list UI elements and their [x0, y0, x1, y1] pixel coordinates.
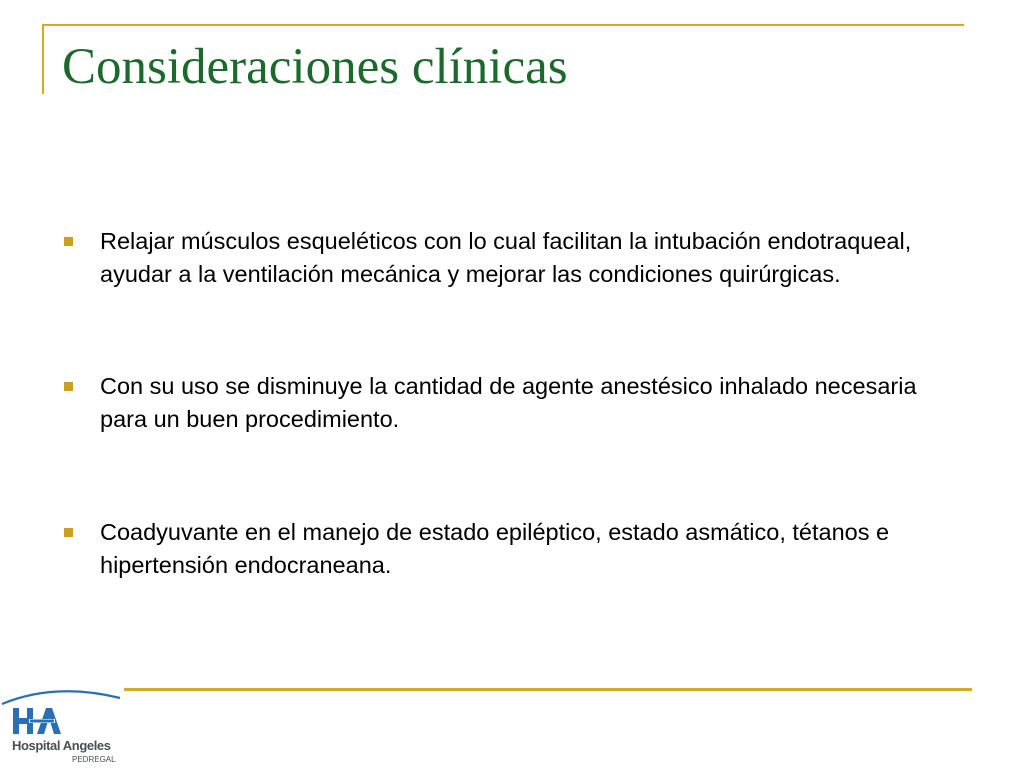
bullet-item	[62, 516, 962, 582]
slide-title: Consideraciones clínicas	[62, 39, 568, 95]
logo-arc-icon	[0, 684, 124, 706]
bullet-text: Con su uso se disminuye la cantidad de agente anestésico inhalado necesaria para un buen procedimiento.	[100, 373, 917, 432]
bullet-square-icon	[64, 237, 73, 246]
bullet-list	[62, 225, 962, 582]
bullet-item	[62, 370, 962, 516]
bullet-text: Coadyuvante en el manejo de estado epiléptico, estado asmático, tétanos e hipertensión endocraneana.	[100, 519, 890, 578]
logo-name: Hospital Angeles	[12, 738, 111, 753]
ha-monogram-icon	[13, 706, 61, 736]
title-frame-left-rule	[42, 24, 44, 94]
hospital-logo	[0, 684, 124, 768]
bullet-item	[62, 225, 962, 370]
bullet-square-icon	[64, 528, 73, 537]
title-frame-top-rule	[42, 24, 964, 26]
logo-subtitle: PEDREGAL	[72, 755, 116, 764]
bullet-square-icon	[64, 382, 73, 391]
footer-rule	[124, 688, 972, 691]
bullet-text: Relajar músculos esqueléticos con lo cual facilitan la intubación endotraqueal, ayudar a la ventilación mecánica y mejorar las condiciones quirúrgicas.	[100, 228, 912, 287]
